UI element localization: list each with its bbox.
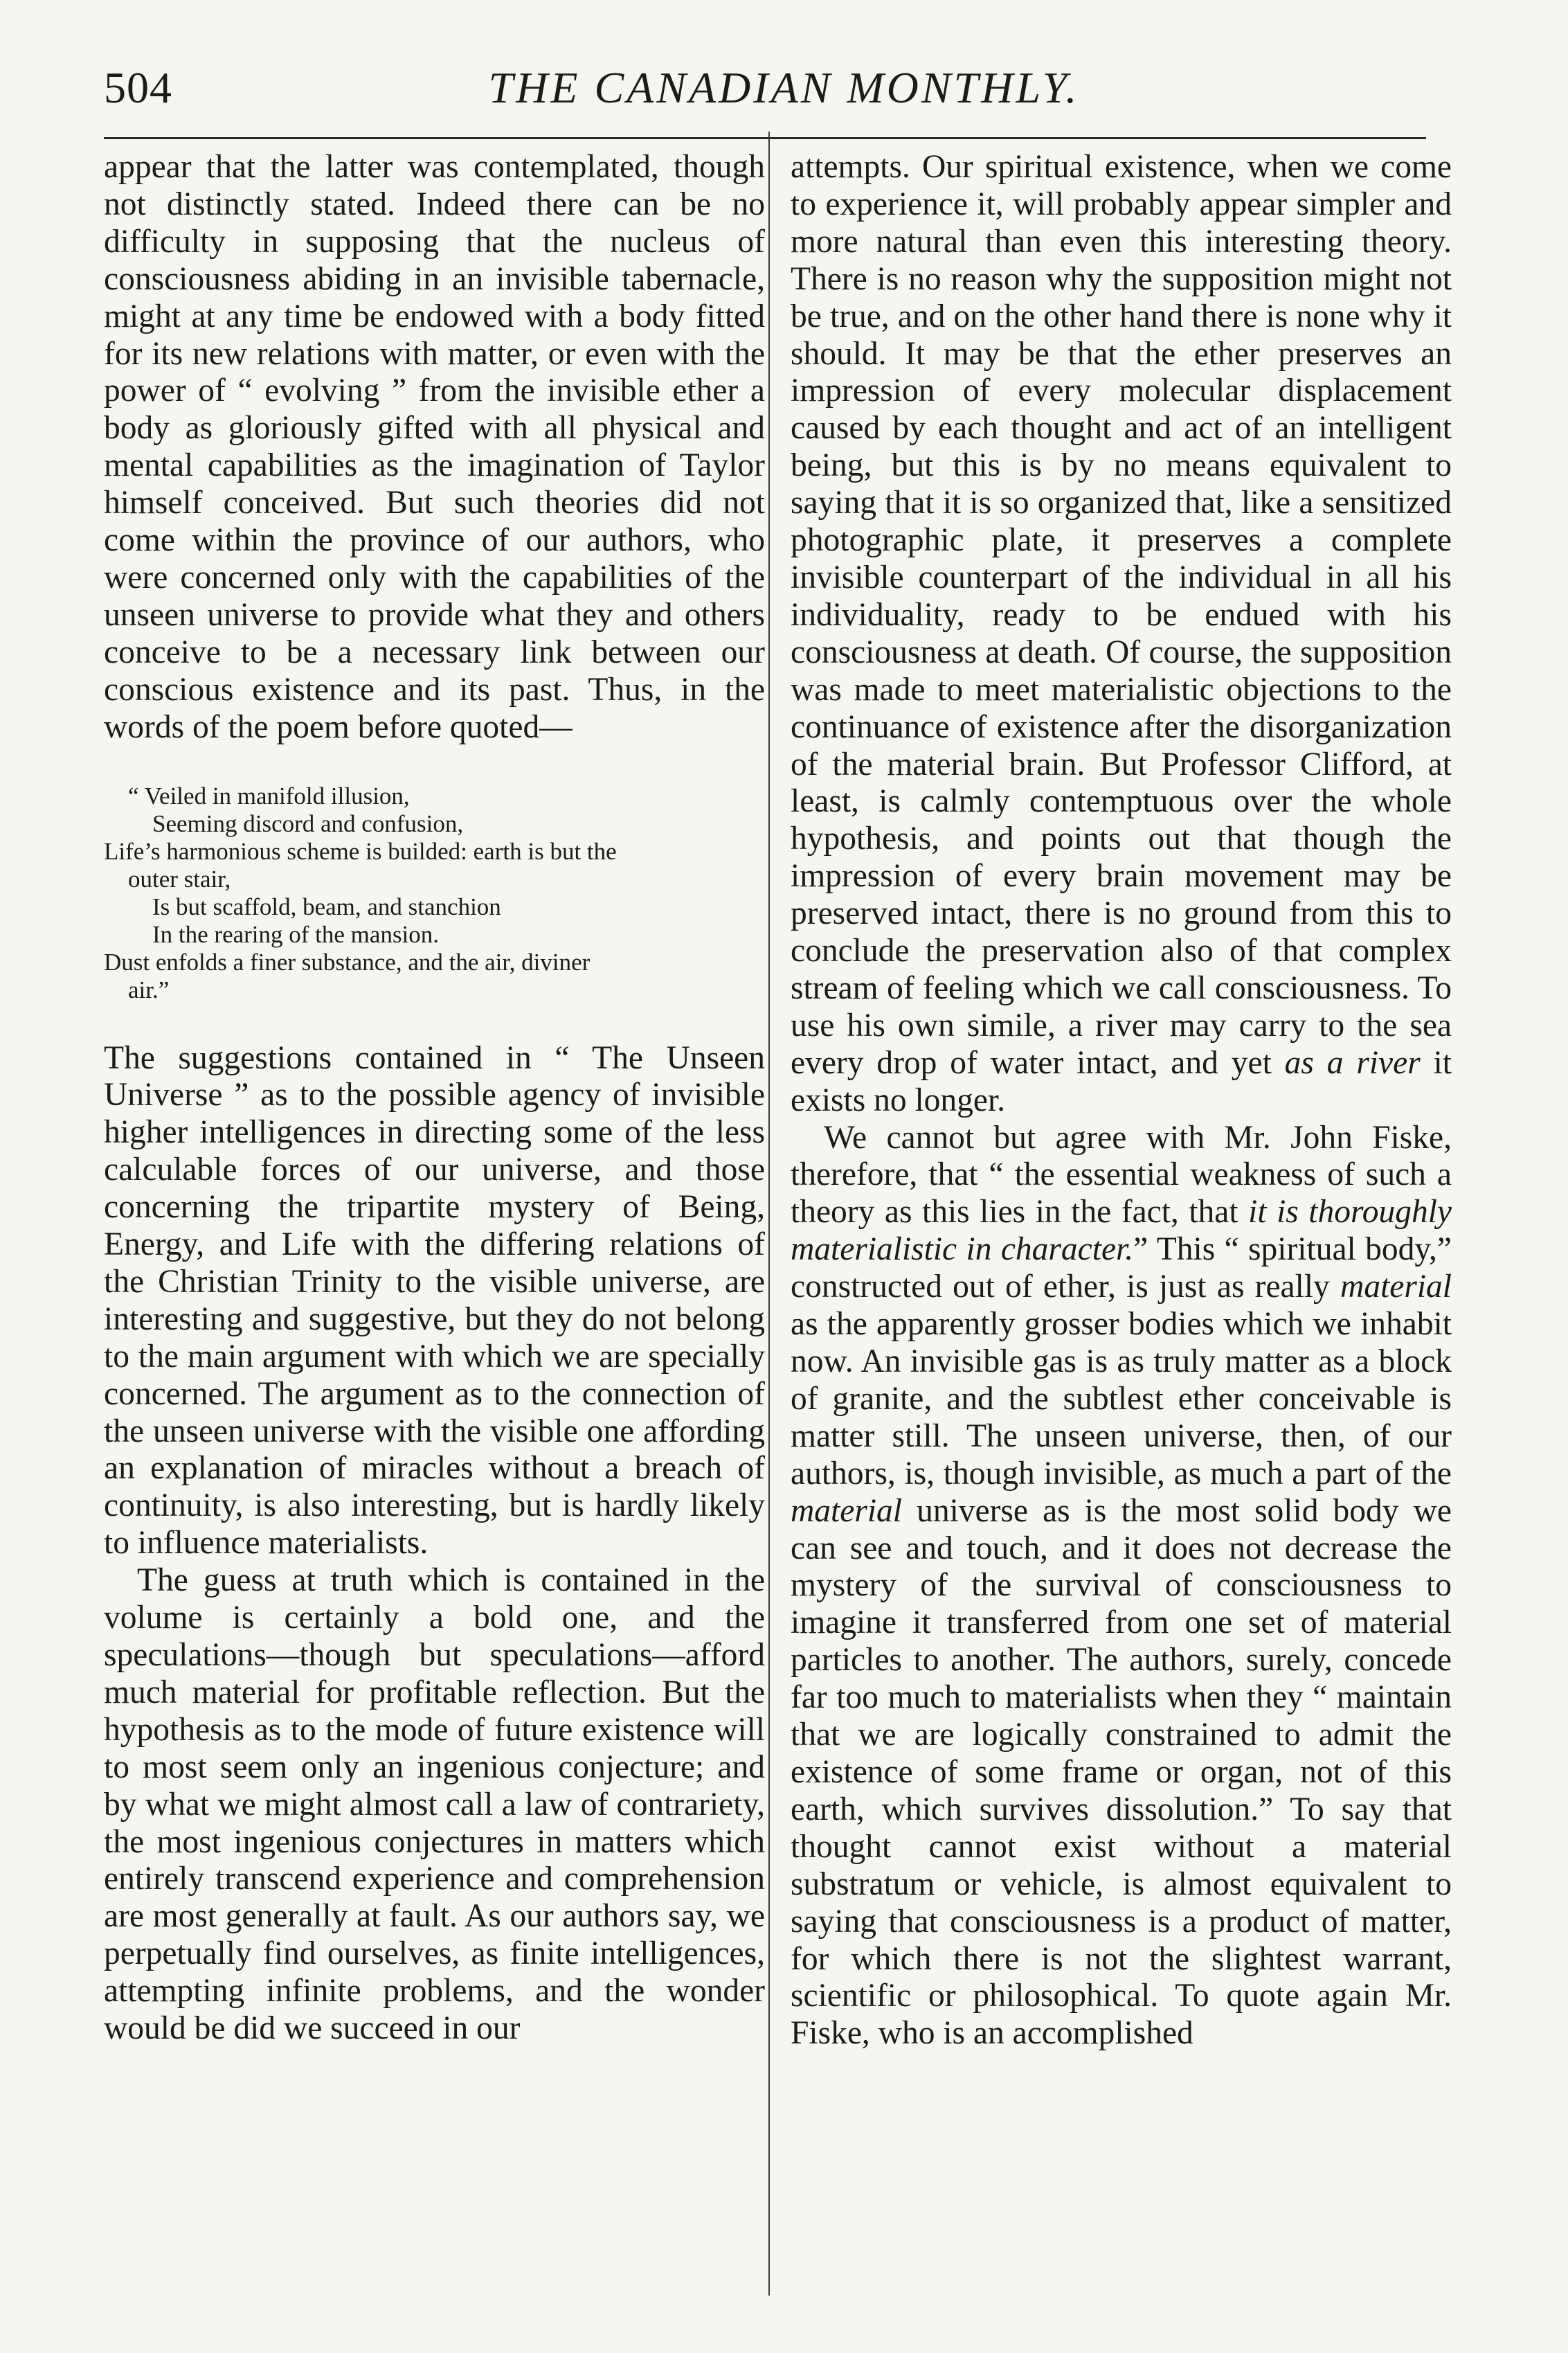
paragraph: [791, 149, 1452, 1120]
italic-text: material: [791, 1492, 902, 1529]
poem-line: Life’s harmonious scheme is builded: earth is but the: [104, 837, 617, 865]
poem-line: In the rearing of the mansion.: [104, 920, 440, 948]
left-column: [104, 149, 765, 2048]
column-divider: [768, 132, 770, 2296]
poem-quotation: [104, 782, 765, 1004]
poem-line: air.”: [104, 976, 170, 1003]
paragraph: [791, 1120, 1452, 2053]
poem-line: Is but scaffold, beam, and stanchion: [104, 893, 501, 920]
text-run: it exists no longer.: [791, 1044, 1452, 1118]
running-head-title: THE CANADIAN MONTHLY.: [488, 63, 1080, 112]
text-run: We cannot but agree with Mr. John Fiske, therefore, that “ the essential weakness of such a theory as this lies in the fact, that: [791, 1119, 1452, 1231]
right-column: [791, 149, 1452, 2052]
header-rule: [104, 137, 1426, 139]
text-run: ” This “ spiritual body,” constructed out of ether, is just as really: [791, 1231, 1452, 1305]
poem-line: Seeming discord and confusion,: [104, 809, 464, 837]
italic-text: as a river: [1284, 1044, 1421, 1081]
text-run: attempts. Our spiritual existence, when we come to experience it, will probably appear simpler and more natural than even this interesting theory. There is no reason why the supposition might not be true, and on the other hand there is none why it should. It may be that the ether preserves an impression of every molecular displacement caused by each thought and act of an intelligent being, but this is by no means equivalent to saying that it is so organized that, like a sensitized photographic plate, it preserves a complete invisible counterpart of the individual in all his individuality, ready to be endued with his consciousness at death. Of course, the supposition was made to meet materialistic objections to the continuance of existence after the disorganization of the material brain. But Professor Clifford, at least, is calmly contemptuous over the whole hypothesis, and points out that though the impression of every brain movement may be preserved intact, there is no ground from this to conclude the preservation also of that complex stream of feeling which we call consciousness. To use his own simile, a river may carry to the sea every drop of water intact, and yet: [791, 149, 1452, 1081]
poem-line: Dust enfolds a finer substance, and the air, diviner: [104, 948, 591, 976]
poem-line: “ Veiled in manifold illusion,: [104, 782, 410, 809]
italic-text: material: [1340, 1269, 1452, 1305]
italic-text: it is thoroughly materialistic in character.: [791, 1194, 1452, 1268]
paragraph: The guess at truth which is contained in the volume is certainly a bold one, and the speculations—though but speculations—afford much material for profitable reflection. But the hypothesis as to the mode of future existence will to most seem only an ingenious conjecture; and by what we might almost call a law of contrariety, the most ingenious conjectures in matters which entirely transcend experience and comprehension are most generally at fault. As our authors say, we perpetually find ourselves, as finite intelligences, attempting infinite problems, and the wonder would be did we succeed in our: [104, 1562, 765, 2047]
text-run: as the apparently grosser bodies which we inhabit now. An invisible gas is as truly matter as a block of granite, and the subtlest ether conceivable is matter still. The unseen universe, then, of our authors, is, though invisible, as much a part of the: [791, 1306, 1452, 1492]
paragraph: The suggestions contained in “ The Unseen Universe ” as to the possible agency of invisible higher intelligences in directing some of the less calculable forces of our universe, and those concerning the tripartite mystery of Being, Energy, and Life with the differing relations of the Christian Trinity to the visible universe, are interesting and suggestive, but they do not belong to the main argument with which we are specially concerned. The argument as to the connection of the unseen universe with the visible one affording an explanation of miracles without a breach of continuity, is also interesting, but is hardly likely to influence materialists.: [104, 1039, 765, 1562]
text-run: universe as is the most solid body we can see and touch, and it does not decrease the mystery of the survival of consciousness to imagine it transferred from one set of material particles to another. The authors, surely, concede far too much to materialists when they “ maintain that we are logically constrained to admit the existence of some frame or organ, not of this earth, which survives dissolution.” To say that thought cannot exist without a material substratum or vehicle, is almost equivalent to saying that consciousness is a product of matter, for which there is not the slightest warrant, scientific or philosophical. To quote again Mr. Fiske, who is an accomplished: [791, 1492, 1452, 2052]
paragraph: appear that the latter was contemplated, though not distinctly stated. Indeed there can be no difficulty in supposing that the nucleus of consciousness abiding in an invisible tabernacle, might at any time be endowed with a body fitted for its new relations with matter, or even with the power of “ evolving ” from the invisible ether a body as gloriously gifted with all physical and mental capabilities as the imagination of Taylor himself conceived. But such theories did not come within the province of our authors, who were concerned only with the capabilities of the unseen universe to provide what they and others conceive to be a necessary link between our conscious existence and its past. Thus, in the words of the poem before quoted—: [104, 149, 765, 745]
poem-line: outer stair,: [104, 865, 231, 893]
page-header: [0, 28, 1568, 125]
page-number: 504: [104, 63, 172, 112]
